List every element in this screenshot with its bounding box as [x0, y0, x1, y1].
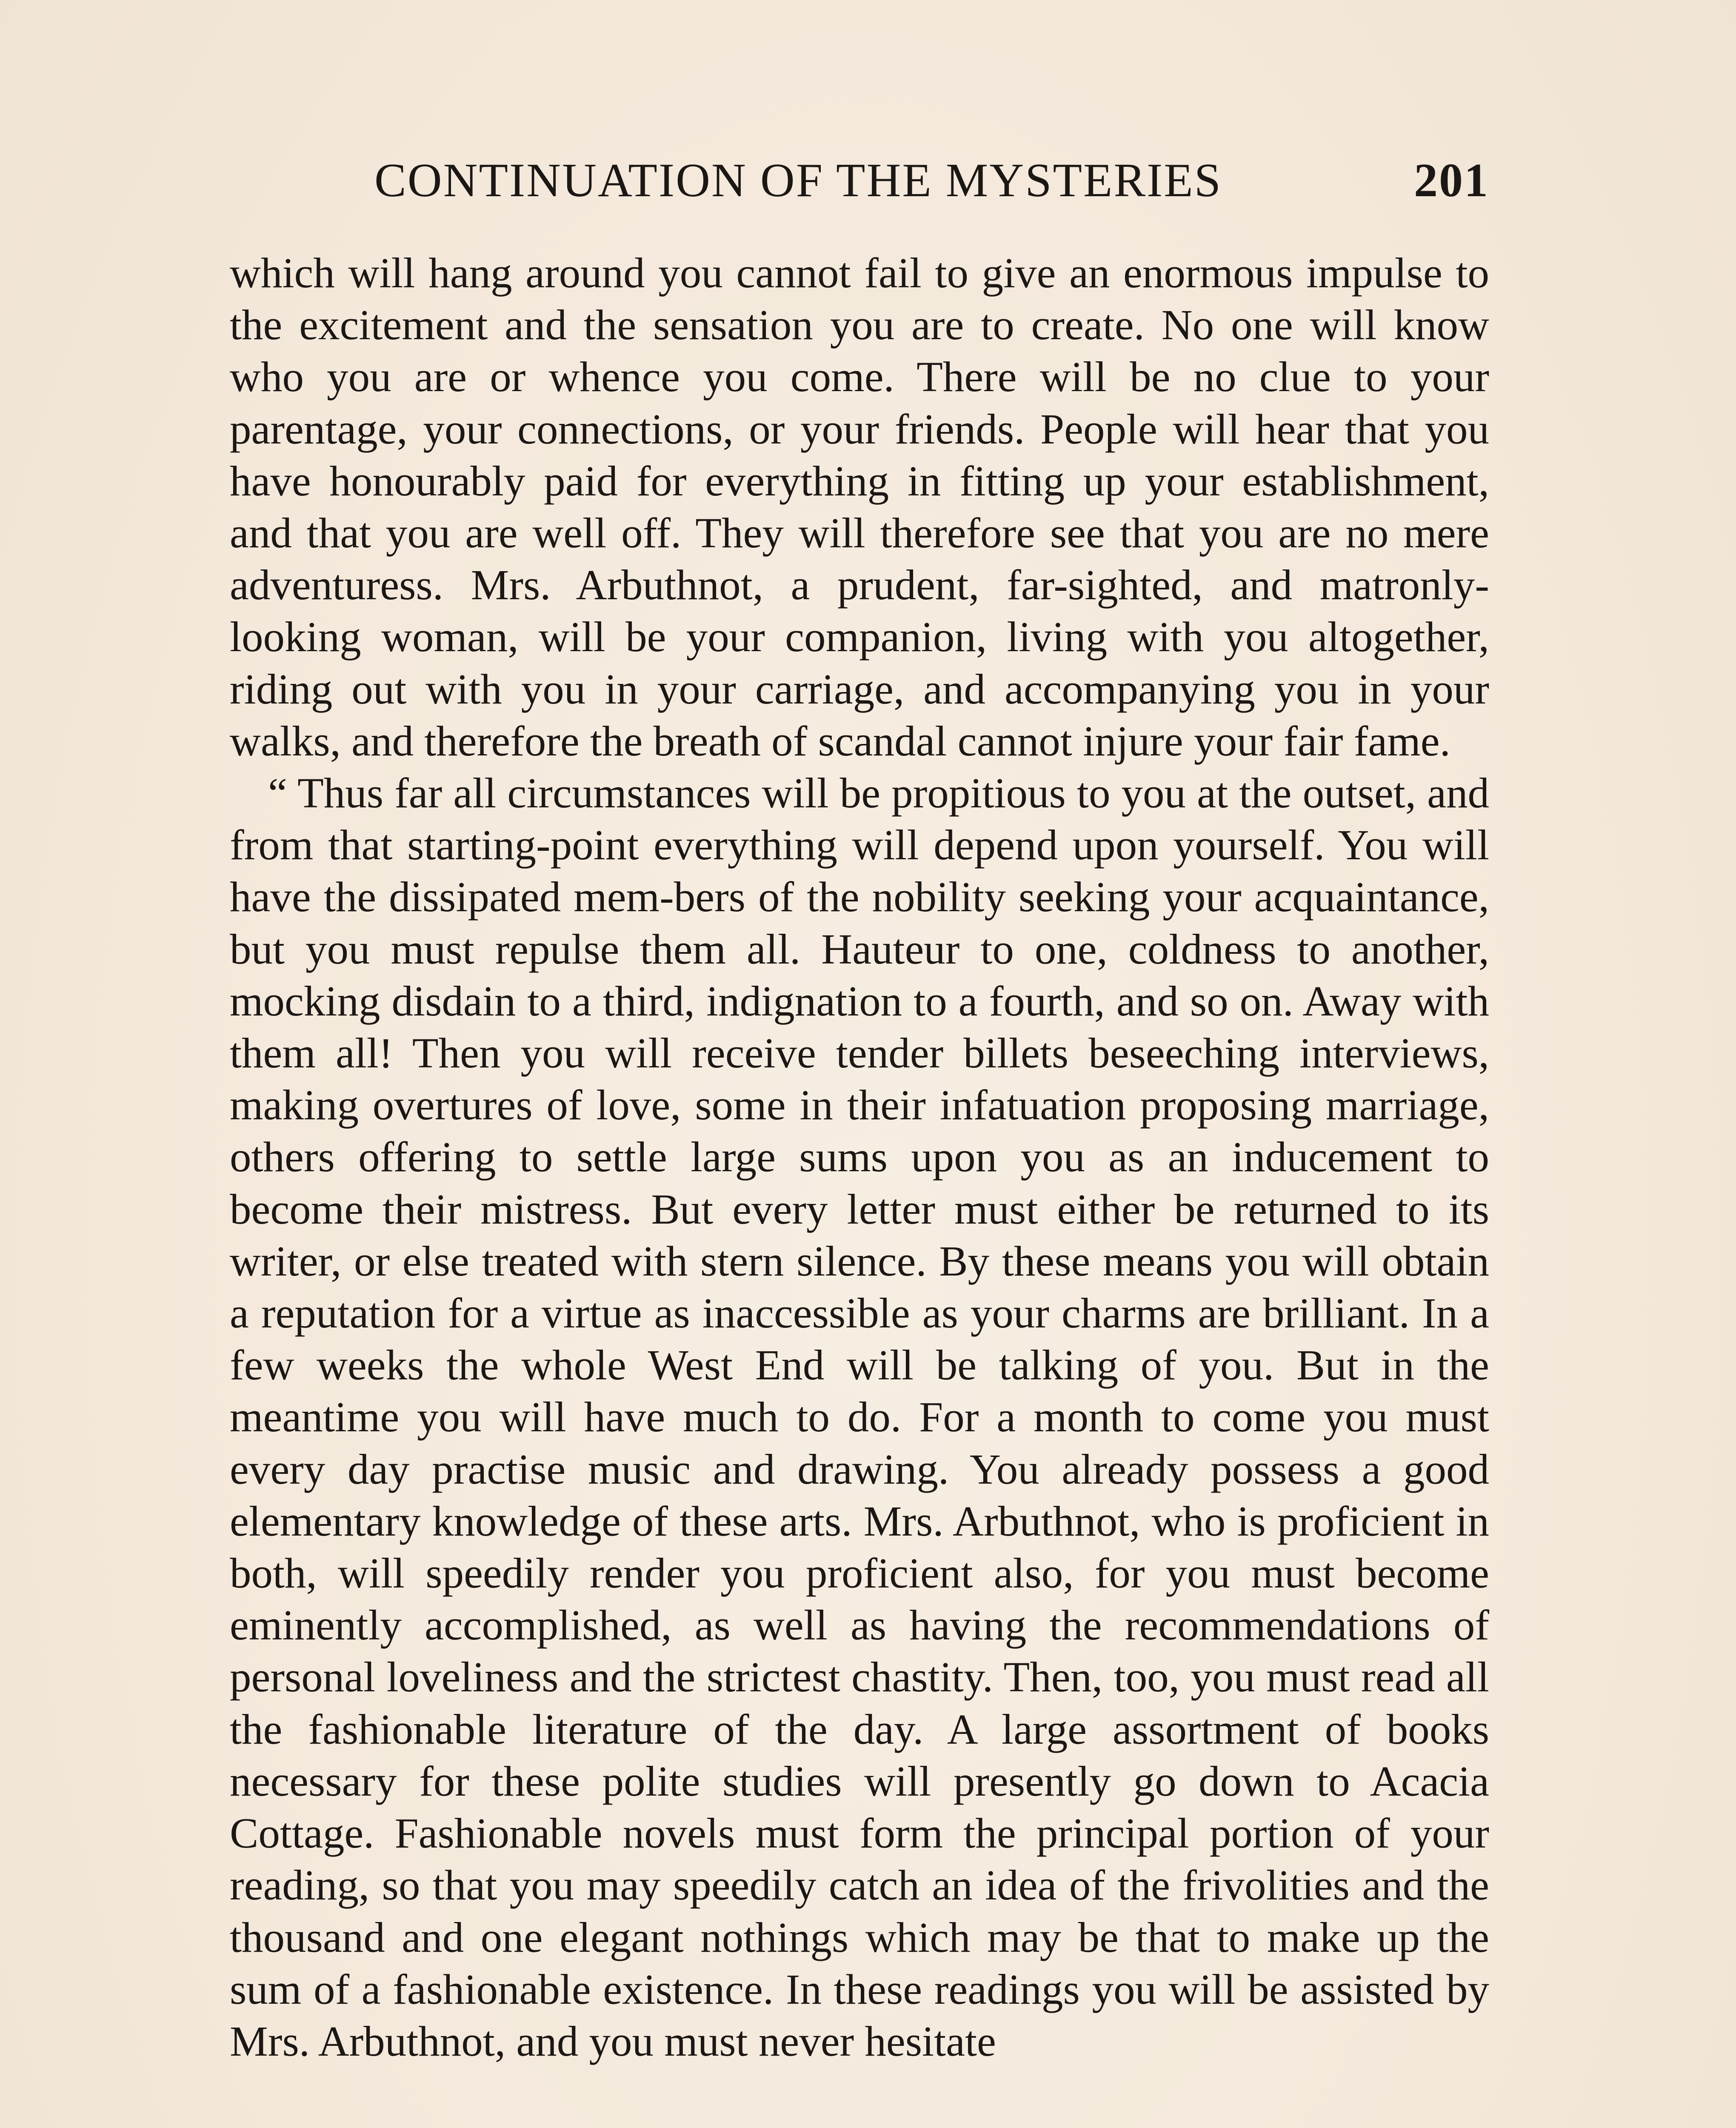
running-title: CONTINUATION OF THE MYSTERIES	[374, 154, 1222, 207]
paragraph: “ Thus far all circumstances will be propitious to you at the outset, and from that starting-point everything will depend upon yourself. You will have the dissipated mem-bers of the nobility seeking your acquaintance, but you must repulse them all. Hauteur to one, coldness to another, mocking disdain to a third, indignation to a fourth, and so on. Away with them all! Then you will receive tender billets beseeching interviews, making overtures of love, some in their infatuation proposing marriage, others offering to settle large sums upon you as an inducement to become their mistress. But every letter must either be returned to its writer, or else treated with stern silence. By these means you will obtain a reputation for a virtue as inaccessible as your charms are brilliant. In a few weeks the whole West End will be talking of you. But in the meantime you will have much to do. For a month to come you must every day practise music and drawing. You already possess a good elementary knowledge of these arts. Mrs. Arbuthnot, who is proficient in both, will speedily render you proficient also, for you must become eminently accomplished, as well as having the recommendations of personal loveliness and the strictest chastity. Then, too, you must read all the fashionable literature of the day. A large assortment of books necessary for these polite studies will presently go down to Acacia Cottage. Fashionable novels must form the principal portion of your reading, so that you may speedily catch an idea of the frivolities and the thousand and one elegant nothings which may be that to make up the sum of a fashionable existence. In these readings you will be assisted by Mrs. Arbuthnot, and you must never hesitate	[230, 769, 1489, 2065]
paragraph: which will hang around you cannot fail to give an enormous impulse to the excitement and the sensation you are to create. No one will know who you are or whence you come. There will be no clue to your parentage, your connections, or your friends. People will hear that you have honourably paid for everything in fitting up your establishment, and that you are well off. They will therefore see that you are no mere adventuress. Mrs. Arbuthnot, a prudent, far-sighted, and matronly-looking woman, will be your companion, living with you altogether, riding out with you in your carriage, and accompanying you in your walks, and therefore the breath of scandal cannot injure your fair fame.	[230, 249, 1489, 765]
page-number: 201	[1414, 154, 1489, 207]
body-text	[230, 247, 1489, 2128]
page-header	[374, 153, 1489, 221]
